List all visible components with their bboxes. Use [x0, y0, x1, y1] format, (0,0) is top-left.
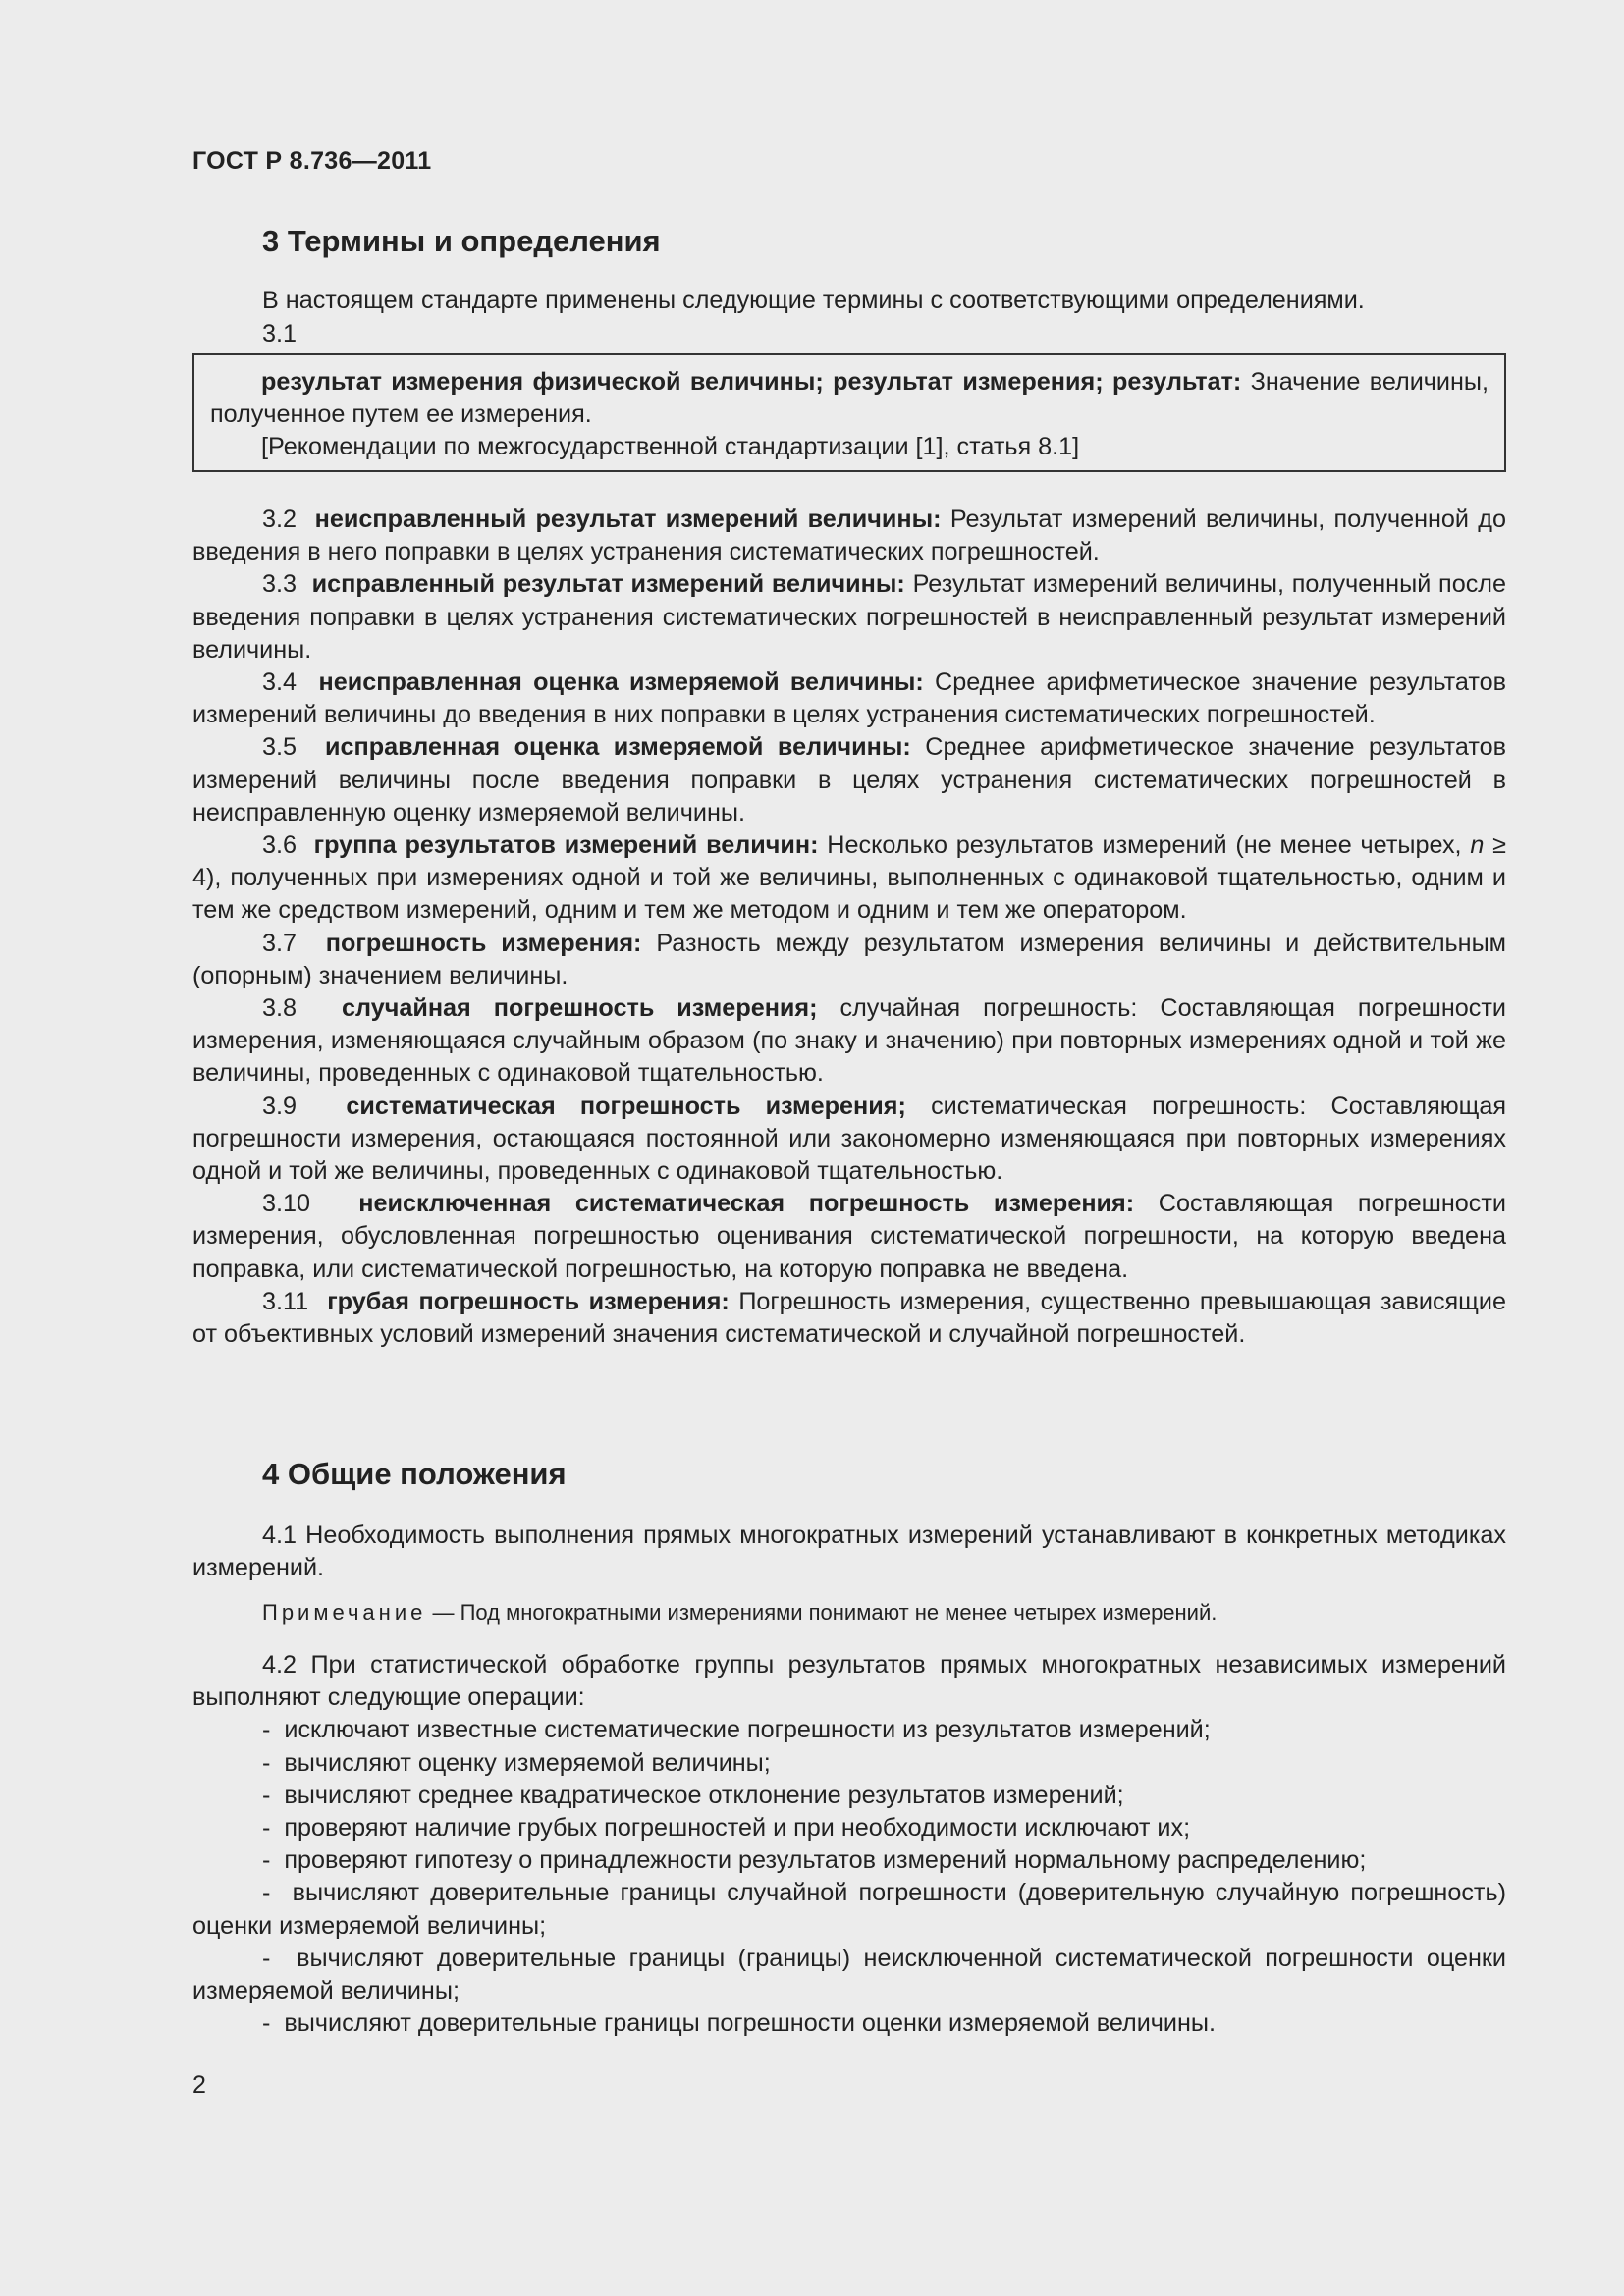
definition-3-2: 3.2 неисправленный результат измерений величины: Результат измерений величины, полученной до введения в него поправки в целях устранения систематических погрешностей. [192, 506, 1506, 566]
list-item: - исключают известные систематические погрешности из результатов измерений; [262, 1716, 1211, 1744]
term-3-3: исправленный результат измерений величины: [311, 570, 905, 599]
definition-3-7: 3.7 погрешность измерения: Разность между результатом измерения величины и действительным (опорным) значением величины. [192, 929, 1506, 989]
term-3-2: неисправленный результат измерений величины: [314, 506, 942, 533]
list-item: - проверяют гипотезу о принадлежности результатов измерений нормальному распределению; [262, 1846, 1367, 1875]
definition-3-9: 3.9 систематическая погрешность измерения; систематическая погрешность: Составляющая погрешности измерения, остающаяся постоянной или закономерно изменяющаяся при повторных измерениях одной и той же величины, проведенных с одинаковой тщательностью. [192, 1092, 1506, 1186]
definition-3-1 [210, 366, 1489, 431]
definition-3-4: 3.4 неисправленная оценка измеряемой величины: Среднее арифметическое значение результатов измерений величины до введения в них поправки в целях устранения систематических погрешностей. [192, 668, 1507, 729]
term-3-9: систематическая погрешность измерения; [346, 1092, 906, 1120]
definition-3-6: 3.6 группа результатов измерений величин: Несколько результатов измерений (не менее четырех, n ≥ 4), полученных при измерениях одной и той же величины, выполненных с одинаковой тщательностью, одним и тем же средством измерений, одним и тем же методом и одним и тем же оператором. [192, 831, 1507, 925]
section-4-heading: 4 Общие положения [262, 1457, 567, 1491]
definition-3-5: 3.5 исправленная оценка измеряемой величины: Среднее арифметическое значение результатов измерений величины после введения поправки в целях устранения систематических погрешностей в неисправленную оценку измеряемой величины. [192, 733, 1507, 827]
term-3-6: группа результатов измерений величин: [313, 831, 819, 860]
standard-designation: ГОСТ Р 8.736—2011 [192, 147, 432, 175]
list-item: - вычисляют среднее квадратическое отклонение результатов измерений; [262, 1781, 1124, 1809]
definition-3-3: 3.3 исправленный результат измерений величины: Результат измерений величины, полученный после введения поправки в целях устранения систематических погрешностей в неисправленный результат измерений величины. [192, 570, 1507, 664]
term-3-7: погрешность измерения: [325, 929, 642, 957]
note [262, 1600, 1217, 1626]
term-3-1: результат измерения физической величины; результат измерения; результат: [261, 368, 1242, 396]
definition-3-10: 3.10 неисключенная систематическая погрешность измерения: Составляющая погрешности измерения, обусловленная погрешностью оценивания систематической погрешности, на которую введена поправка, или систематической погрешностью, на которую поправка не введена. [192, 1190, 1506, 1283]
list-item: - проверяют наличие грубых погрешностей и при необходимости исключают их; [262, 1814, 1191, 1842]
list-item: - вычисляют доверительные границы погрешности оценки измеряемой величины. [262, 2009, 1217, 2038]
definition-3-1-text: Значение величины, полученное путем ее измерения. [210, 368, 1489, 429]
note-label: Примечание [262, 1600, 427, 1625]
section-3-definitions [192, 504, 1506, 1351]
definition-3-11: 3.11 грубая погрешность измерения: Погрешность измерения, существенно превышающая зависящие от объективных условий измерений значения систематической и случайной погрешностей. [192, 1287, 1506, 1349]
section-3-heading: 3 Термины и определения [262, 224, 661, 258]
definition-3-8: 3.8 случайная погрешность измерения; случайная погрешность: Составляющая погрешности измерения, изменяющаяся случайным образом (по знаку и значению) при повторных измерениях одной и той же величины, проведенных с одинаковой тщательностью. [192, 994, 1506, 1088]
paragraph-4-2: 4.2 При статистической обработке группы результатов прямых многократных независимых измерений выполняют следующие операции: - исключают известные систематические погрешности из результатов измерений; - вычисляют оценку измеряемой величины; - вычисляют среднее квадратическое отклонение результатов измерений; - проверяют наличие грубых погрешностей и при необходимости исключают их; - проверяют гипотезу о принадлежности результатов измерений нормальному распределению; - вычисляют доверительные границы случайной погрешности (доверительную случайную погрешность) оценки измеряемой величины; - вычисляют доверительные границы (границы) неисключенной систематической погрешности оценки измеряемой величины; - вычисляют доверительные границы погрешности оценки измеряемой величины. [192, 1649, 1506, 2040]
term-3-8: случайная погрешность измерения; [342, 994, 818, 1023]
term-3-10: неисключенная систематическая погрешность измерения: [358, 1190, 1135, 1218]
definition-box-3-1 [192, 353, 1506, 472]
list-item: - вычисляют доверительные границы случайной погрешности (доверительную случайную погрешность) оценки измеряемой величины; [192, 1879, 1506, 1940]
paragraph-4-1: 4.1 Необходимость выполнения прямых многократных измерений устанавливают в конкретных методиках измерений. [192, 1522, 1506, 1582]
page-number: 2 [192, 2071, 206, 2099]
list-item: - вычисляют оценку измеряемой величины; [262, 1748, 771, 1777]
item-3-1-number: 3.1 [262, 320, 298, 347]
term-3-5: исправленная оценка измеряемой величины: [325, 733, 911, 762]
term-3-11: грубая погрешность измерения: [327, 1287, 730, 1315]
list-item: - вычисляют доверительные границы (границы) неисключенной систематической погрешности оценки измеряемой величины; [192, 1944, 1506, 2005]
term-3-4: неисправленная оценка измеряемой величины: [318, 668, 924, 697]
section-3-intro: В настоящем стандарте применены следующие термины с соответствующими определениями. [262, 287, 1365, 314]
note-text: — Под многократными измерениями понимают не менее четырех измерений. [426, 1600, 1218, 1625]
definition-3-1-reference: [Рекомендации по межгосударственной стандартизации [1], статья 8.1] [261, 433, 1080, 461]
